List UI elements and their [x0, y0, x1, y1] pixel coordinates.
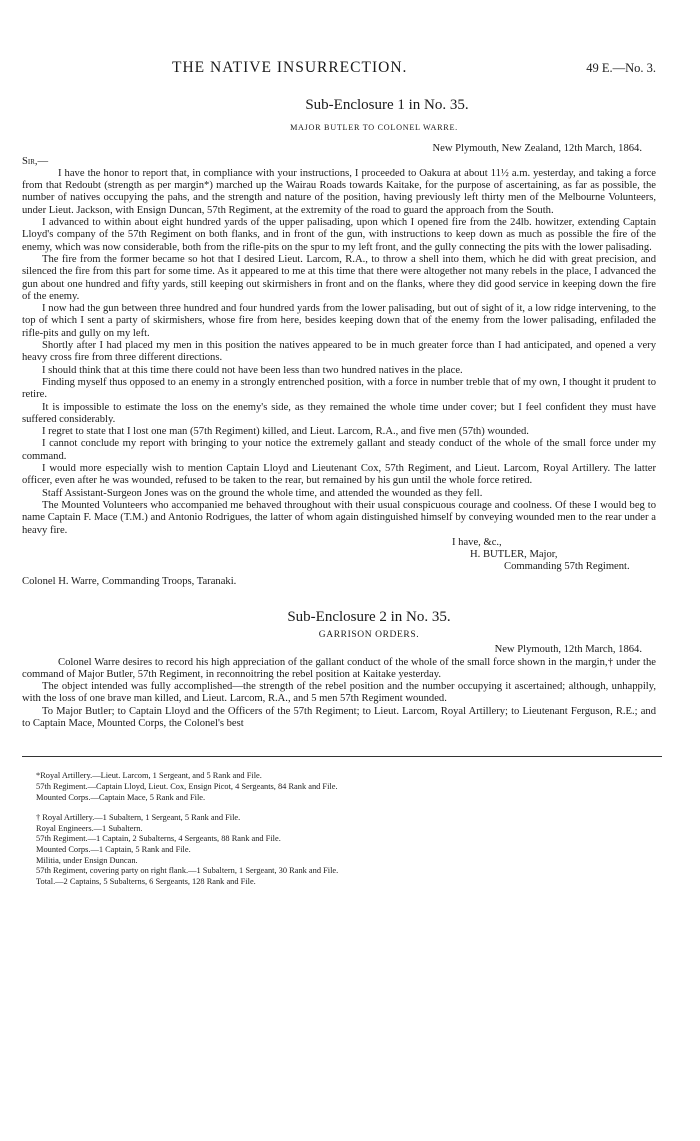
footnote-line: Mounted Corps.—Captain Mace, 5 Rank and File. — [36, 792, 206, 802]
enclosure1-dateline: New Plymouth, New Zealand, 12th March, 1864. — [432, 143, 642, 155]
footnote-star — [36, 771, 656, 803]
enclosure1-title: Sub-Enclosure 1 in No. 35. — [305, 97, 469, 113]
footnote-line: Militia, under Ensign Duncan. — [36, 855, 138, 865]
paragraph: I now had the gun between three hundred and four hundred yards from the lower palisading, but out of sight of it, a low ridge intervening, to the top of which I sent a party of skirmishers, whose fire from here, besides keeping down that of the enemy from the lower palisading, enfiladed the rifle-pits and gully on my left. — [22, 303, 656, 339]
running-title: THE NATIVE INSURRECTION. — [172, 59, 408, 76]
paragraph: I should think that at this time there could not have been less than two hundred natives in the place. — [42, 364, 463, 376]
enclosure1-from-to: MAJOR BUTLER TO COLONEL WARRE. — [290, 123, 458, 132]
paragraph: I regret to state that I lost one man (57th Regiment) killed, and Lieut. Larcom, R.A., and five men (57th) wounded. — [42, 426, 529, 438]
paragraph: I would more especially wish to mention Captain Lloyd and Lieutenant Cox, 57th Regiment, and Lieut. Larcom, Royal Artillery. The latter officer, even after he was wounded, refused to be taken to the rear, but remained by his gun until the whole force retired. — [22, 463, 656, 487]
footnote-line: 57th Regiment.—1 Captain, 2 Subalterns, 4 Sergeants, 88 Rank and File. — [36, 834, 281, 844]
footnote-line: Total.—2 Captains, 5 Subalterns, 6 Sergeants, 128 Rank and File. — [36, 876, 256, 886]
signature-title: Commanding 57th Regiment. — [504, 561, 630, 573]
addressee: Colonel H. Warre, Commanding Troops, Taranaki. — [22, 575, 237, 587]
enclosure2-dateline: New Plymouth, 12th March, 1864. — [494, 644, 642, 656]
footnote-divider — [22, 756, 662, 757]
page-header — [22, 59, 656, 88]
enclosure2-title: Sub-Enclosure 2 in No. 35. — [287, 608, 451, 625]
salutation: Sir,— — [22, 155, 49, 167]
footnote-line: † Royal Artillery.—1 Subaltern, 1 Sergeant, 5 Rank and File. — [36, 813, 241, 823]
paragraph: To Major Butler; to Captain Lloyd and the Officers of the 57th Regiment; to Lieut. Larcom, Royal Artillery; to Lieutenant Ferguson, R.E.; and to Captain Mace, Mounted Corps, the Colonel's best — [22, 705, 656, 730]
footnote-line: 57th Regiment.—Captain Lloyd, Lieut. Cox, Ensign Picot, 4 Sergeants, 84 Rank and File. — [36, 781, 338, 791]
footnote-line: Royal Engineers.—1 Subaltern. — [36, 823, 143, 833]
paragraph: Colonel Warre desires to record his high appreciation of the gallant conduct of the whole of the small force shown in the margin,† under the command of Major Butler, 57th Regiment, in reconnoitring the rebel position at Kaitake yesterday. — [22, 656, 656, 680]
paragraph: Staff Assistant-Surgeon Jones was on the ground the whole time, and attended the wounded as they fell. — [42, 487, 483, 499]
paragraph: The fire from the former became so hot that I desired Lieut. Larcom, R.A., to throw a shell into them, which he did with great precision, and silenced the fire from this part for some time. As it appeared to me at this time that there were altogether not many rebels in the place, I advanced the gun about one hundred and fifty yards, still keeping out skirmishers in front and on the flanks, where they did good service in keeping down the fire of the enemy. — [22, 253, 656, 302]
closing: I have, &c., — [452, 536, 502, 548]
paragraph: The Mounted Volunteers who accompanied me behaved throughout with their usual conspicuous courage and coolness. Of these I would beg to name Captain F. Mace (T.M.) and Antonio Rodrigues, the latter of whom again distinguished himself by conveying wounded men to the rear under a heavy fire. — [22, 499, 656, 536]
footnotes — [22, 771, 656, 887]
paragraph: The object intended was fully accomplished—the strength of the rebel position and the number occupying it ascertained; although, unhappily, with the loss of one brave man killed, and Lieut. Larcom, R.A., and 5 men 57th Regiment wounded. — [22, 681, 656, 705]
page-reference: 49 E.—No. 3. — [586, 61, 656, 75]
paragraph: I cannot conclude my report with bringing to your notice the extremely gallant and steady conduct of the whole of the small force under my command. — [22, 438, 656, 462]
footnote-line: 57th Regiment, covering party on right flank.—1 Subaltern, 1 Sergeant, 30 Rank and File. — [36, 866, 339, 876]
paragraph: Finding myself thus opposed to an enemy in a strongly entrenched position, with a force in number treble that of my own, I thought it prudent to retire. — [22, 376, 656, 401]
footnote-line: *Royal Artillery.—Lieut. Larcom, 1 Sergeant, and 5 Rank and File. — [36, 771, 262, 781]
paragraph: It is impossible to estimate the loss on the enemy's side, as they remained the whole time under cover; but I feel confident they must have suffered considerably. — [22, 401, 656, 425]
paragraph: I advanced to within about eight hundred yards of the upper palisading, upon which I opened fire from the 24lb. howitzer, extending Captain Lloyd's company of the 57th Regiment on both flanks, and in front of the gun, with instructions to keep down as much as possible the fire of the enemy, which was now considerable, both from the rifle-pits on the spur to my left front, and the gully connecting the pits with the lower palisading. — [22, 217, 656, 253]
signature: H. BUTLER, Major, — [470, 549, 558, 561]
enclosure1-body — [22, 168, 656, 537]
enclosure2-body — [22, 657, 656, 731]
footnote-line: Mounted Corps.—1 Captain, 5 Rank and File. — [36, 844, 191, 854]
footnote-dagger — [36, 813, 656, 887]
paragraph: I have the honor to report that, in compliance with your instructions, I proceeded to Oakura at about 11½ a.m. yesterday, and taking a force from that Redoubt (strength as per margin*) marched up the Wairau Roads towards Kaitake, for the purpose of ascertaining, as far as possible, the number of natives occupying the pahs, and the strength and nature of the position, having previously left thirty men of the Melbourne Volunteers, under Lieut. Jackson, with Ensign Duncan, 57th Regiment, at the extremity of the road to guard the approach from the South. — [22, 167, 656, 216]
paragraph: Shortly after I had placed my men in this position the natives appeared to be in much greater force than I had anticipated, and opened a very heavy cross fire from three different directions. — [22, 340, 656, 364]
garrison-orders-heading: GARRISON ORDERS. — [318, 629, 420, 640]
